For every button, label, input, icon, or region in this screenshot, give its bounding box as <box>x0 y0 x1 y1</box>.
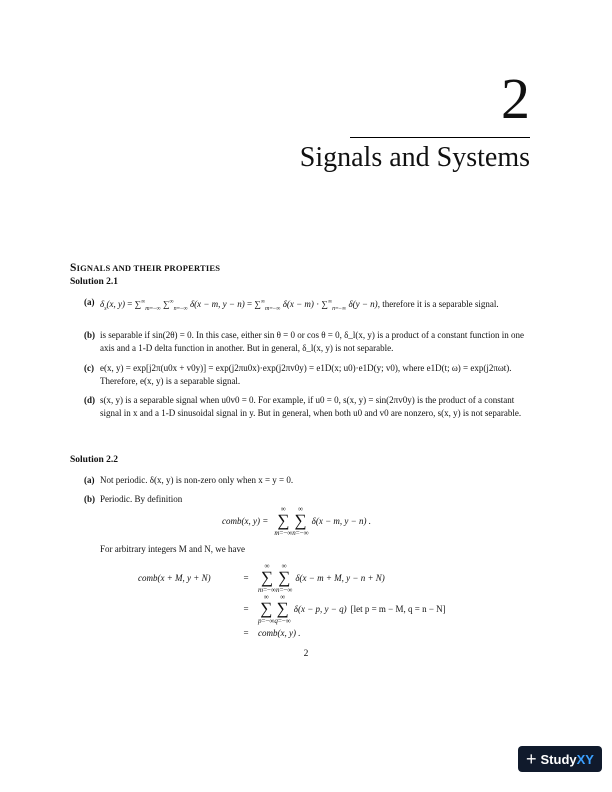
item-text: s(x, y) is a separable signal when u0v0 = 0. For example, if u0 = 0, s(x, y) = sin(2πv0y) is the product of a constant signal in x and a 1-D sinusoidal signal in y. But in general, when both u0 and v0 are nonzero, s(x, y) is not separable. <box>100 395 522 418</box>
solution-2-1-c <box>84 362 534 388</box>
solution-2-2-b-text2 <box>84 543 534 556</box>
solution-2-1-heading: Solution 2.1 <box>70 277 119 287</box>
equation-note: [let p = m − M, q = n − N] <box>350 604 446 614</box>
item-text: For arbitrary integers M and N, we have <box>100 544 245 554</box>
item-text: Not periodic. δ(x, y) is non-zero only when x = y = 0. <box>100 475 294 485</box>
item-label: (b) <box>84 494 95 504</box>
item-label: (d) <box>84 395 95 405</box>
plus-icon: + <box>526 749 537 769</box>
sum-symbol: ∞ ∑ n=−∞ <box>275 562 293 594</box>
item-text: Periodic. By definition <box>100 494 183 504</box>
item-label: (b) <box>84 330 95 340</box>
sum-symbol: ∞ ∑ q=−∞ <box>274 593 291 625</box>
page-number: 2 <box>303 649 309 659</box>
item-label: (c) <box>84 363 94 373</box>
solution-2-1-b <box>84 329 534 355</box>
item-label: (a) <box>84 297 95 307</box>
chapter-title: Signals and Systems <box>299 142 530 173</box>
item-text: $\delta_s(x$, $y) = \sum^\infty_{m=-\infty}$ $\sum^\infty_{n=-\infty}$ δ(x − m, $y - n) = \sum^\infty_{m=-\infty}$ $\delta(x - m) \cdot \sum^\infty_{n=-\infty}$ δ(y − n), therefore it is a separable signal. <box>100 299 499 312</box>
comb-shift-equation-line1: comb(x + M, y + N) = ∞ ∑ m=−∞ ∞ ∑ n=−∞ δ(x − m + M, y − n + N) <box>138 562 385 594</box>
section-heading-initial: S <box>70 262 77 274</box>
section-heading-rest: IGNALS AND THEIR PROPERTIES <box>76 263 221 273</box>
solution-2-2-a <box>84 474 534 487</box>
solution-2-1-d <box>84 394 534 420</box>
badge-brand-accent: XY <box>576 751 594 767</box>
comb-shift-equation-line3: = comb(x, y) . <box>243 628 301 638</box>
item-text: e(x, y) = exp[j2π(u0x + v0y)] = exp(j2πu0x)·exp(j2πv0y) = e1D(x; u0)·e1D(y; v0), where e1D(t; ω) = exp(j2πωt). Therefore, e(x, y) is a separable signal. <box>100 363 512 386</box>
sum-symbol: ∞ ∑ m=−∞ <box>258 562 276 594</box>
item-label: (a) <box>84 475 95 485</box>
solution-2-2-heading: Solution 2.2 <box>70 455 119 465</box>
sum-symbol: ∞ ∑ n=−∞ <box>292 505 309 537</box>
chapter-rule <box>350 137 530 138</box>
sum-symbol: ∞ ∑ p=−∞ <box>258 593 275 625</box>
badge-brand: Study <box>540 751 577 767</box>
item-text: is separable if sin(2θ) = 0. In this case, either sin θ = 0 or cos θ = 0, δ_l(x, y) is a product of a constant function in one axis and a 1-D delta function in another. But in general, δ_l(x, y) is not separable. <box>100 330 525 353</box>
item-text-end: , therefore it is a separable signal. <box>377 299 499 309</box>
studyxy-badge[interactable] <box>518 746 602 772</box>
chapter-number: 2 <box>501 66 530 131</box>
section-heading <box>70 262 220 274</box>
sum-symbol: ∞ ∑ m=−∞ <box>274 505 293 537</box>
solution-2-1-a <box>84 296 534 316</box>
comb-shift-equation-line2: = ∞ ∑ p=−∞ ∞ ∑ q=−∞ δ(x − p, y − q) [let p = m − M, q = n − N] <box>243 593 446 625</box>
comb-definition-equation: comb(x, y) = ∞ ∑ m=−∞ ∞ ∑ n=−∞ δ(x − m, y − n) . <box>222 505 371 537</box>
